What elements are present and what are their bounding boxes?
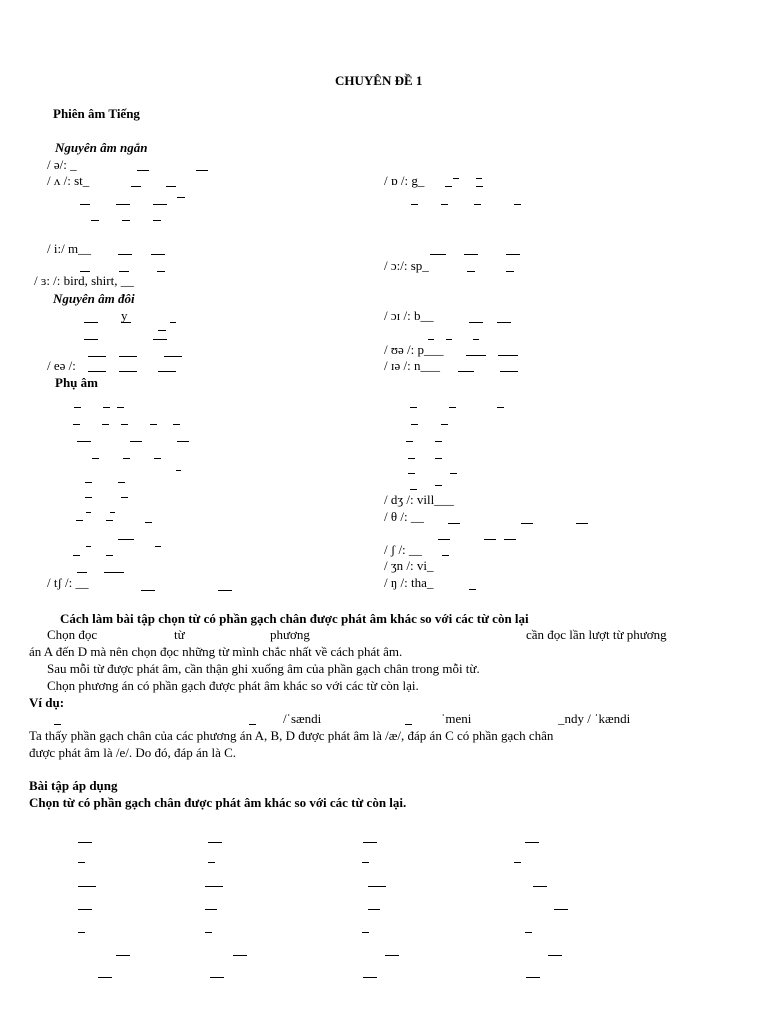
method-line1-b: từ [174,627,185,642]
blank-line [153,204,167,205]
phoneme-ea: / eə /: [47,358,76,373]
blank-line [368,886,386,887]
blank-line [218,590,232,591]
blank-line [157,271,165,272]
blank-line [155,546,161,547]
blank-line [448,523,460,524]
phoneme-tsh: / tʃ /: __ [47,575,89,590]
blank-line [500,371,518,372]
blank-line [170,322,176,323]
phoneme-long-er: / ɜ: /: bird, shirt, __ [34,273,134,288]
blank-line [506,254,520,255]
phoneme-oi: / ɔɪ /: b__ [384,308,434,323]
blank-line [406,441,413,442]
blank-line [435,458,442,459]
blank-line [88,356,106,357]
blank-line [98,977,112,978]
blank-line [78,886,96,887]
exercise-instruction: Chọn từ có phần gạch chân được phát âm khác so với các từ còn lại. [29,795,407,810]
blank-line [363,842,377,843]
blank-line [73,555,80,556]
blank-line [435,441,442,442]
blank-line [473,339,479,340]
blank-line [469,322,483,323]
blank-line [158,371,176,372]
method-line1-a: Chọn đọc [47,627,98,642]
phoneme-eng: / ŋ /: tha_ [384,575,434,590]
diphthong-y: y [121,308,128,323]
blank-line [118,539,134,540]
blank-line [205,932,212,933]
phoneme-zhn: / ʒn /: vi_ [384,558,434,573]
blank-line [362,862,369,863]
phoneme-sh: / ʃ /: __ [384,542,422,557]
blank-line [177,197,185,198]
blank-line [118,482,125,483]
blank-line [80,271,90,272]
blank-line [498,355,518,356]
phoneme-caret: / ʌ /: st_ [47,173,90,188]
blank-line [104,572,124,573]
method-line4: Chọn phương án có phần gạch được phát âm khác so với các từ còn lại. [47,678,419,693]
blank-line [84,339,98,340]
blank-line [368,909,380,910]
blank-line [525,842,539,843]
blank-line [205,886,223,887]
blank-line [441,424,448,425]
blank-line [428,339,434,340]
blank-line [86,546,91,547]
phoneme-schwa: / ə/: _ [47,157,77,172]
blank-line [205,909,217,910]
blank-line [80,204,90,205]
phoneme-long-o: / ɔ:/: sp_ [384,258,429,273]
blank-line [85,497,92,498]
blank-line [88,371,106,372]
blank-line [54,724,61,725]
blank-line [210,977,224,978]
blank-line [504,539,516,540]
blank-line [449,407,456,408]
blank-line [466,355,486,356]
section-heading-nguyen-am-doi: Nguyên âm đôi [53,291,135,306]
blank-line [445,186,452,187]
blank-line [525,932,532,933]
blank-line [474,204,481,205]
blank-line [514,204,521,205]
blank-line [526,977,540,978]
blank-line [469,589,476,590]
method-heading: Cách làm bài tập chọn từ có phần gạch chân được phát âm khác so với các từ còn lại [60,611,529,626]
section-heading-phien-am: Phiên âm Tiếng [53,106,140,121]
blank-line [158,330,166,331]
blank-line [119,371,137,372]
method-line2: án A đến D mà nên chọn đọc những từ mình chắc nhất về cách phát âm. [29,644,403,659]
blank-line [103,407,110,408]
blank-line [121,497,128,498]
method-line1-d: cần đọc lần lượt từ phương [526,627,667,642]
blank-line [145,522,152,523]
blank-line [410,407,417,408]
blank-line [150,424,157,425]
blank-line [102,424,109,425]
blank-line [405,724,412,725]
blank-line [435,485,442,486]
blank-line [548,955,562,956]
blank-line [173,424,180,425]
blank-line [166,186,176,187]
blank-line [521,523,533,524]
blank-line [497,322,511,323]
blank-line [408,458,415,459]
blank-line [576,523,588,524]
blank-line [131,186,141,187]
phoneme-ue: / ʊə /: p___ [384,342,444,357]
blank-line [410,489,417,490]
blank-line [249,724,256,725]
blank-line [458,371,474,372]
blank-line [74,407,81,408]
blank-line [118,254,132,255]
blank-line [177,441,189,442]
example-label: Ví dụ: [29,695,65,710]
blank-line [233,955,247,956]
blank-line [78,862,85,863]
blank-line [85,482,92,483]
example-option-2: ˈmeni [441,711,472,726]
blank-line [151,254,165,255]
blank-line [86,512,91,513]
blank-line [137,170,149,171]
blank-line [484,539,496,540]
blank-line [119,271,129,272]
blank-line [130,441,142,442]
blank-line [110,512,115,513]
phoneme-ie: / ɪə /: n___ [384,358,440,373]
blank-line [450,473,457,474]
blank-line [153,339,167,340]
blank-line [411,424,418,425]
blank-line [77,572,87,573]
blank-line [408,473,415,474]
blank-line [430,254,446,255]
section-heading-nguyen-am-ngan: Nguyên âm ngắn [55,140,148,155]
blank-line [363,977,377,978]
blank-line [116,955,130,956]
blank-line [208,842,222,843]
blank-line [122,220,130,221]
blank-line [385,955,399,956]
blank-line [84,322,98,323]
blank-line [117,407,124,408]
blank-line [77,441,91,442]
blank-line [154,458,161,459]
method-line1-c: phương [270,627,310,642]
blank-line [506,271,514,272]
blank-line [106,555,113,556]
blank-line [442,555,449,556]
blank-line [411,204,418,205]
blank-line [554,909,568,910]
example-option-3: _ndy / ˈkændi [558,711,631,726]
blank-line [78,909,92,910]
blank-line [533,886,547,887]
blank-line [464,254,478,255]
section-heading-phu-am: Phụ âm [55,375,98,390]
blank-line [78,932,85,933]
blank-line [196,170,208,171]
blank-line [78,842,92,843]
blank-line [453,178,459,179]
example-line2: được phát âm là /e/. Do đó, đáp án là C. [29,745,237,760]
blank-line [476,178,482,179]
phoneme-short-o: / ɒ /: g_ [384,173,425,188]
blank-line [116,204,130,205]
blank-line [121,424,128,425]
blank-line [514,862,521,863]
blank-line [164,356,182,357]
example-option-1: /ˈsændi [283,711,322,726]
blank-line [73,424,80,425]
page-title: CHUYÊN ĐỀ 1 [335,73,423,88]
blank-line [91,220,99,221]
blank-line [438,539,450,540]
blank-line [497,407,504,408]
blank-line [76,520,83,521]
blank-line [121,322,131,323]
blank-line [467,271,475,272]
phoneme-long-i: / i:/ m__ [47,241,92,256]
blank-line [153,220,161,221]
blank-line [362,932,369,933]
blank-line [92,458,99,459]
phoneme-dzh: / dʒ /: vill___ [384,492,454,507]
blank-line [441,204,448,205]
blank-line [208,862,215,863]
blank-line [176,470,181,471]
blank-line [476,186,483,187]
exercise-heading: Bài tập áp dụng [29,778,118,793]
blank-line [106,520,113,521]
blank-line [141,590,155,591]
example-line1: Ta thấy phần gạch chân của các phương án A, B, D được phát âm là /æ/, đáp án C có phần gạch chân [29,728,554,743]
blank-line [446,339,452,340]
blank-line [119,356,137,357]
phoneme-theta: / θ /: __ [384,509,424,524]
blank-line [123,458,130,459]
method-line3: Sau mỗi từ được phát âm, cần thận ghi xuống âm của phần gạch chân trong mỗi từ. [47,661,480,676]
